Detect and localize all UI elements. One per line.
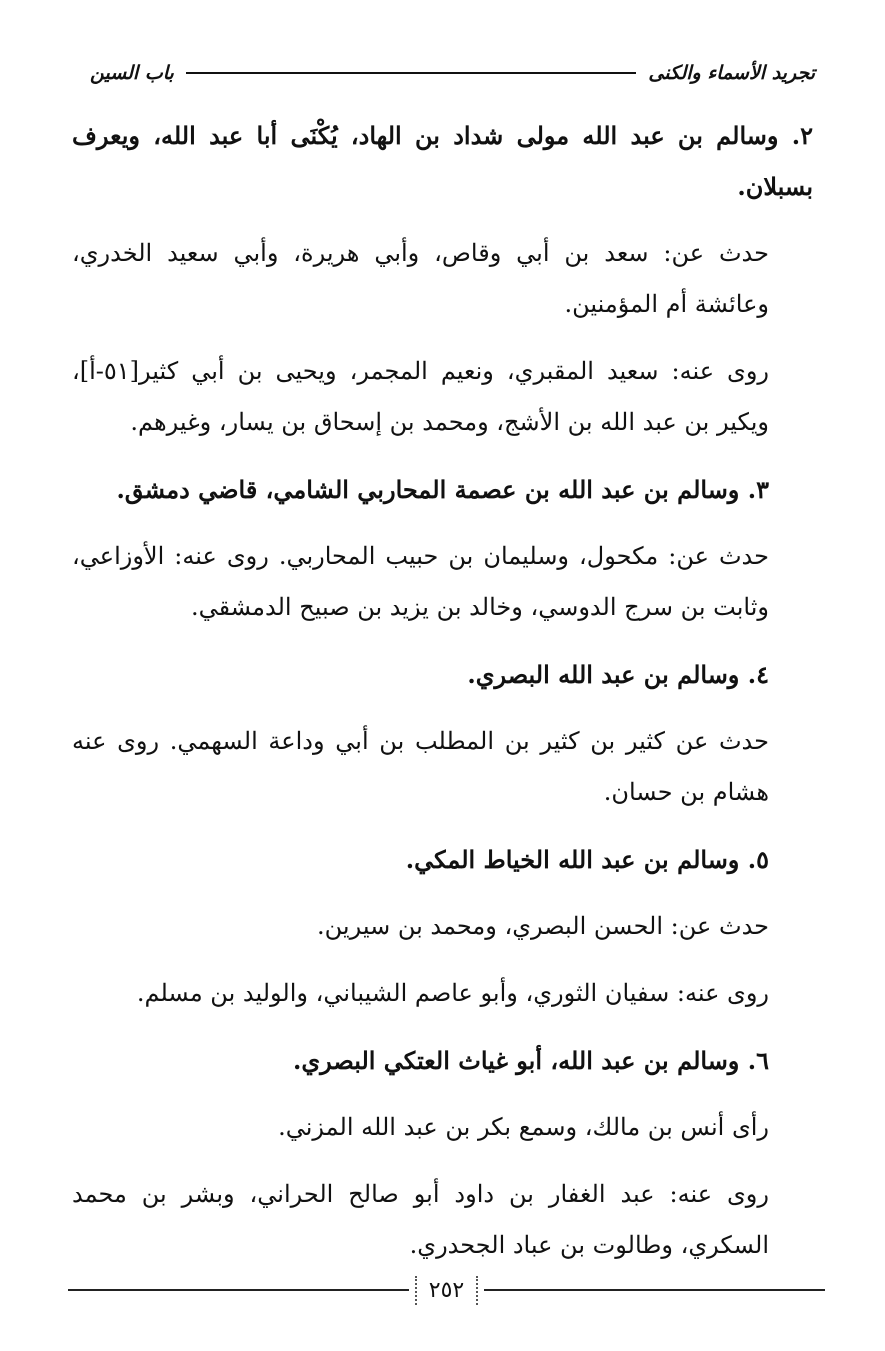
entry-5 [72,834,813,1019]
entry-paragraph: رأى أنس بن مالك، وسمع بكر بن عبد الله المزني. [278,1113,769,1141]
book-title: تجريد الأسماء والكنى [648,62,815,84]
entry-paragraph: حدث عن كثير بن كثير بن المطلب بن أبي وداعة السهمي. روى عنه هشام بن حسان. [72,727,769,806]
page-footer [68,1270,825,1310]
page-body [72,110,813,1287]
entry-title: ٥. وسالم بن عبد الله الخياط المكي. [405,845,769,874]
entry-title: ٢. وسالم بن عبد الله مولى شداد بن الهاد، يُكْنَى أبا عبد الله، ويعرف بسبلان. [72,121,813,201]
footer-rule-left [68,1289,409,1291]
entry-2 [72,110,813,448]
entry-title: ٦. وسالم بن عبد الله، أبو غياث العتكي البصري. [293,1046,769,1075]
running-header [90,56,815,90]
entry-title: ٤. وسالم بن عبد الله البصري. [467,660,769,689]
entry-paragraph: حدث عن: الحسن البصري، ومحمد بن سيرين. [317,912,769,940]
entry-paragraph: روى عنه: سعيد المقبري، ونعيم المجمر، ويحيى بن أبي كثير[٥١-أ]، ويكير بن عبد الله بن الأشج، ومحمد بن إسحاق بن يسار، وغيرهم. [72,357,769,436]
page-number: ٢٥٢ [415,1276,478,1305]
footer-rule-right [484,1289,825,1291]
entry-paragraph: حدث عن: مكحول، وسليمان بن حبيب المحاربي. روى عنه: الأوزاعي، وثابت بن سرج الدوسي، وخالد بن يزيد بن صبيح الدمشقي. [72,542,769,621]
entry-3 [72,464,813,633]
entry-title: ٣. وسالم بن عبد الله بن عصمة المحاربي الشامي، قاضي دمشق. [116,475,769,504]
entry-4 [72,649,813,818]
entry-paragraph: حدث عن: سعد بن أبي وقاص، وأبي هريرة، وأبي سعيد الخدري، وعائشة أم المؤمنين. [72,239,769,318]
section-title: باب السين [90,62,174,84]
entry-paragraph: روى عنه: سفيان الثوري، وأبو عاصم الشيباني، والوليد بن مسلم. [136,979,769,1007]
entry-paragraph: روى عنه: عبد الغفار بن داود أبو صالح الحراني، وبشر بن محمد السكري، وطالوت بن عباد الجحدري. [72,1180,769,1259]
header-rule [186,72,637,74]
entry-6 [72,1035,813,1271]
